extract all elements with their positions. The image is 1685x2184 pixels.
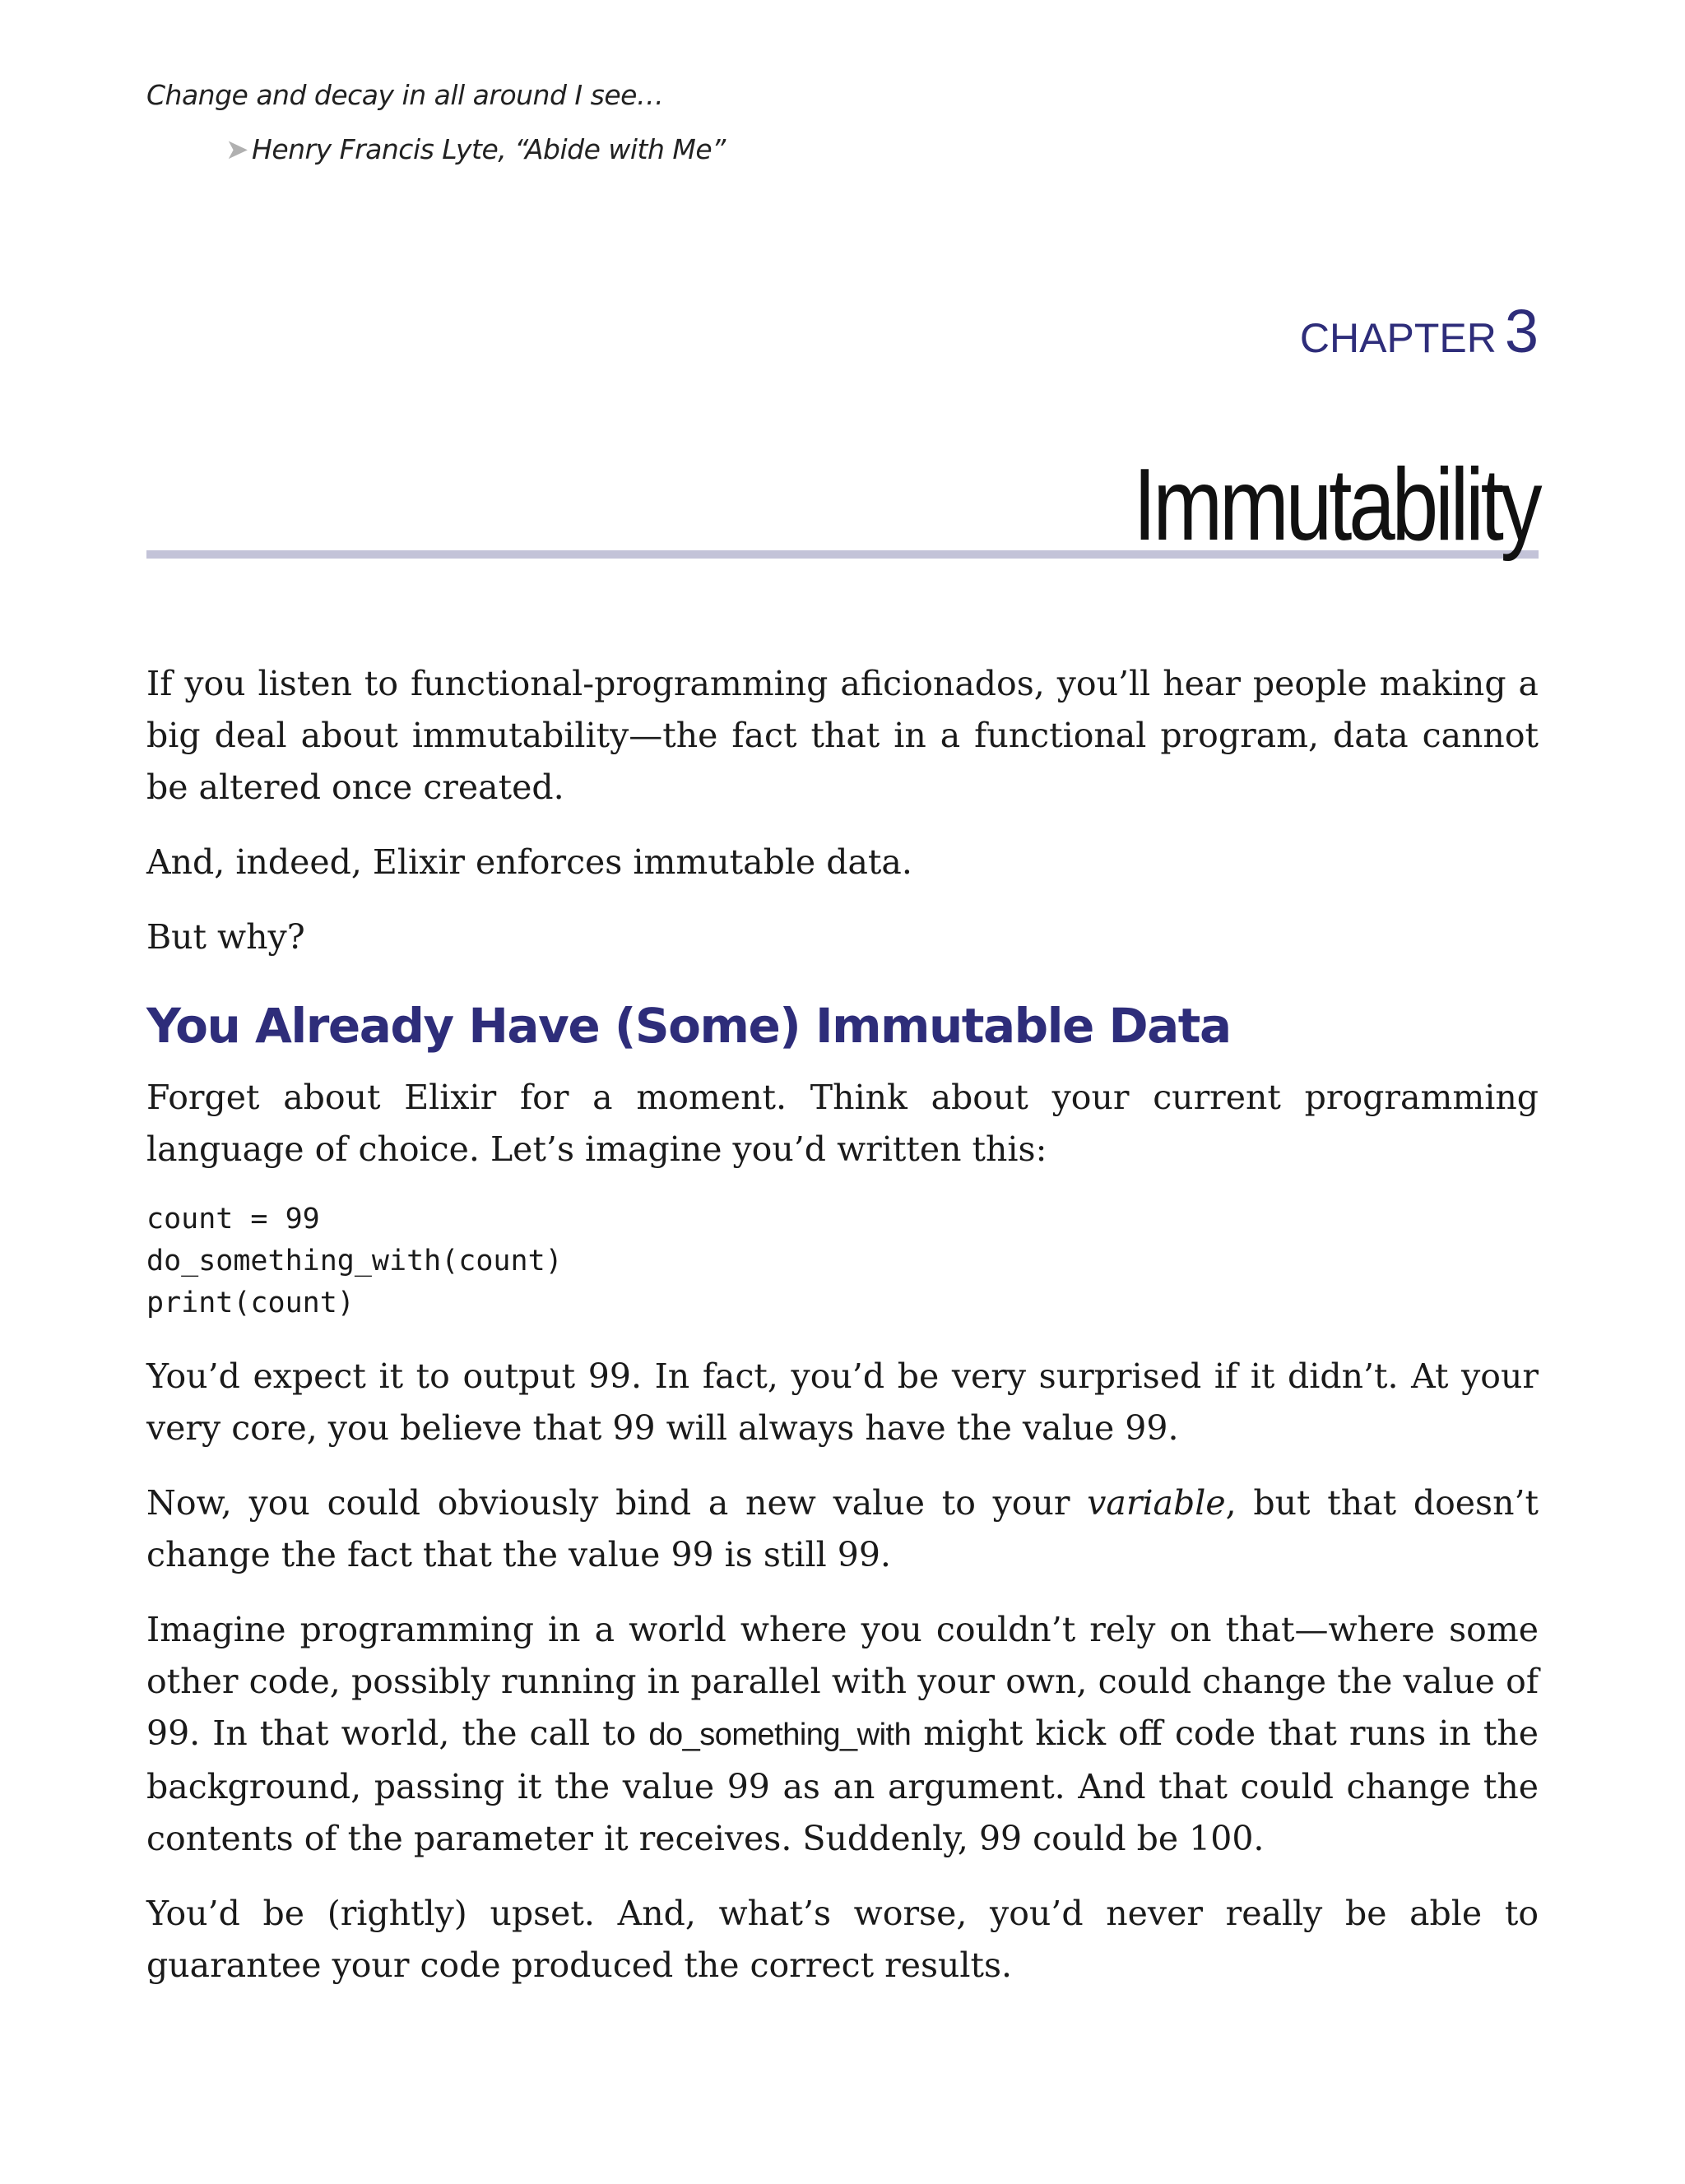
chapter-word: CHAPTER bbox=[1299, 315, 1497, 361]
code-line: count = 99 bbox=[146, 1203, 320, 1236]
attribution-text: Henry Francis Lyte, “Abide with Me” bbox=[252, 133, 726, 165]
arrow-icon: ➤ bbox=[225, 133, 248, 166]
book-page bbox=[146, 0, 1539, 2184]
section-paragraph-2: You’d expect it to output 99. In fact, you’d be very surprised if it didn’t. At your very core, you believe that 99 will always have the value 99. bbox=[146, 1356, 1539, 1448]
chapter-number: 3 bbox=[1504, 297, 1539, 365]
epigraph-quote: Change and decay in all around I see… bbox=[146, 79, 664, 111]
code-line: do_something_with(count) bbox=[146, 1245, 563, 1277]
text-run: Now, you could obviously bind a new value to your bbox=[146, 1483, 1088, 1523]
inline-code: do_something_with bbox=[648, 1718, 912, 1752]
intro-paragraph-1: If you listen to functional-programming aficionados, you’ll hear people making a big deal about immutability—the fact that in a functional program, data cannot be altered once created. bbox=[146, 664, 1539, 807]
chapter-label bbox=[1300, 296, 1539, 366]
code-line: print(count) bbox=[146, 1287, 355, 1319]
section-paragraph-1: Forget about Elixir for a moment. Think about your current programming language of choice. Let’s imagine you’d written this: bbox=[146, 1078, 1539, 1169]
intro-paragraph-2: And, indeed, Elixir enforces immutable data. bbox=[146, 842, 912, 882]
epigraph-attribution bbox=[225, 133, 726, 166]
text-run: , but that doesn’t change the fact that the value 99 is still 99. bbox=[146, 1483, 1539, 1574]
code-block bbox=[146, 1199, 1539, 1324]
section-paragraph-3 bbox=[146, 1477, 1539, 1581]
emphasis-variable: variable bbox=[1087, 1483, 1226, 1523]
section-paragraph-4 bbox=[146, 1604, 1539, 1865]
body-text bbox=[146, 658, 1539, 2015]
chapter-title: Immutability bbox=[1132, 448, 1539, 562]
intro-paragraph-3: But why? bbox=[146, 917, 305, 957]
section-heading: You Already Have (Some) Immutable Data bbox=[146, 998, 1231, 1054]
text-run: might kick off code that runs in the background, passing it the value 99 as an argument. And that could change the contents of the parameter it receives. Suddenly, 99 could be 100. bbox=[146, 1713, 1539, 1858]
section-paragraph-5: You’d be (rightly) upset. And, what’s worse, you’d never really be able to guarantee your code produced the correct results. bbox=[146, 1894, 1539, 1985]
text-run: Imagine programming in a world where you couldn’t rely on that—where some other code, possibly running in parallel with your own, could change the value of 99. In that world, the call to bbox=[146, 1610, 1539, 1753]
